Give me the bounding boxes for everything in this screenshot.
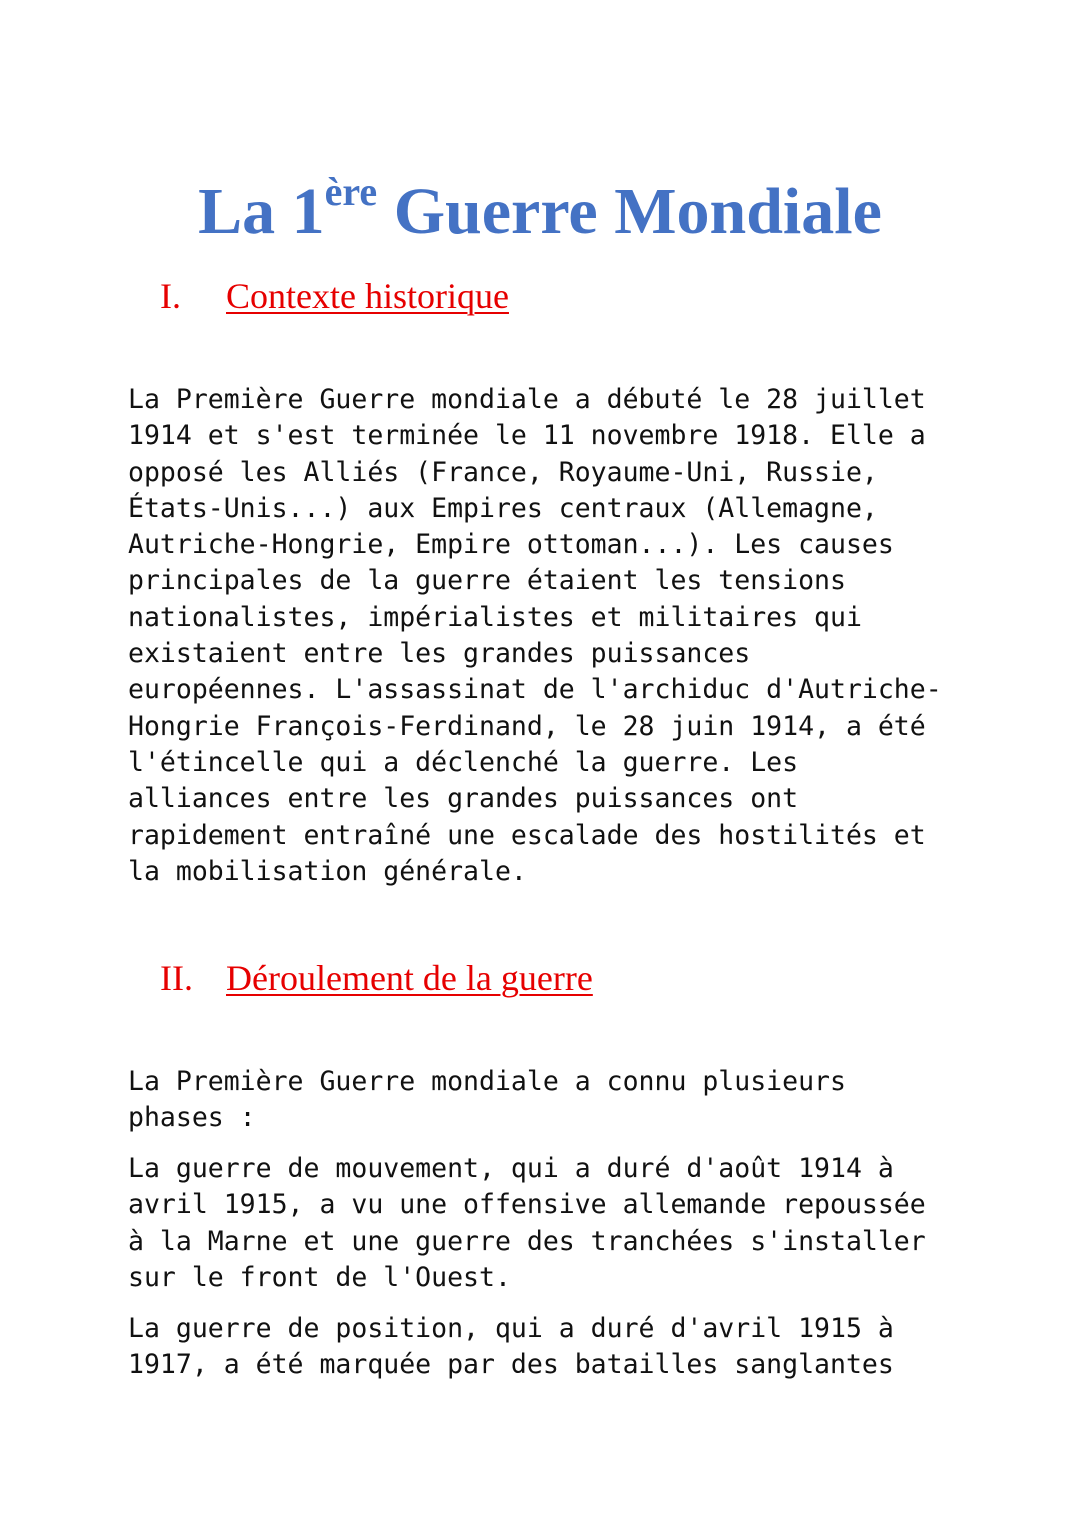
section-number: II. <box>160 958 193 998</box>
paragraph-guerre-de-mouvement: La guerre de mouvement, qui a duré d'août 1914 à avril 1915, a vu une offensive allemande repoussée à la Marne et une guerre des tranchées s'installer sur le front de l'Ouest. <box>128 1153 926 1293</box>
paragraph-phases-intro: La Première Guerre mondiale a connu plusieurs phases : <box>128 1066 846 1134</box>
page-title <box>0 169 1080 260</box>
title-suffix: Guerre Mondiale <box>377 175 882 249</box>
section-heading-contexte <box>160 274 509 318</box>
section-heading-deroulement <box>160 956 593 1000</box>
section-title: Déroulement de la guerre <box>226 958 593 998</box>
paragraph-contexte: La Première Guerre mondiale a débuté le 28 juillet 1914 et s'est terminée le 11 novembre 1918. Elle a opposé les Alliés (France, Royaume-Uni, Russie, États-Unis...) aux Empires centraux (Allemagne, Autriche-Hongrie, Empire ottoman...). Les causes principales de la guerre étaient les tensions nationalistes, impérialistes et militaires qui existaient entre les grandes puissances européennes. L'assassinat de l'archiduc d'Autriche- Hongrie François-Ferdinand, le 28 juin 1914, a été l'étincelle qui a déclenché la guerre. Les alliances entre les grandes puissances ont rapidement entraîné une escalade des hostilités et la mobilisation générale. <box>128 384 942 887</box>
title-superscript: ère <box>324 169 378 215</box>
paragraph-guerre-de-position: La guerre de position, qui a duré d'avril 1915 à 1917, a été marquée par des batailles sanglantes <box>128 1313 894 1381</box>
section-title: Contexte historique <box>226 276 509 316</box>
section-number: I. <box>160 276 181 316</box>
title-prefix: La 1 <box>198 175 325 249</box>
